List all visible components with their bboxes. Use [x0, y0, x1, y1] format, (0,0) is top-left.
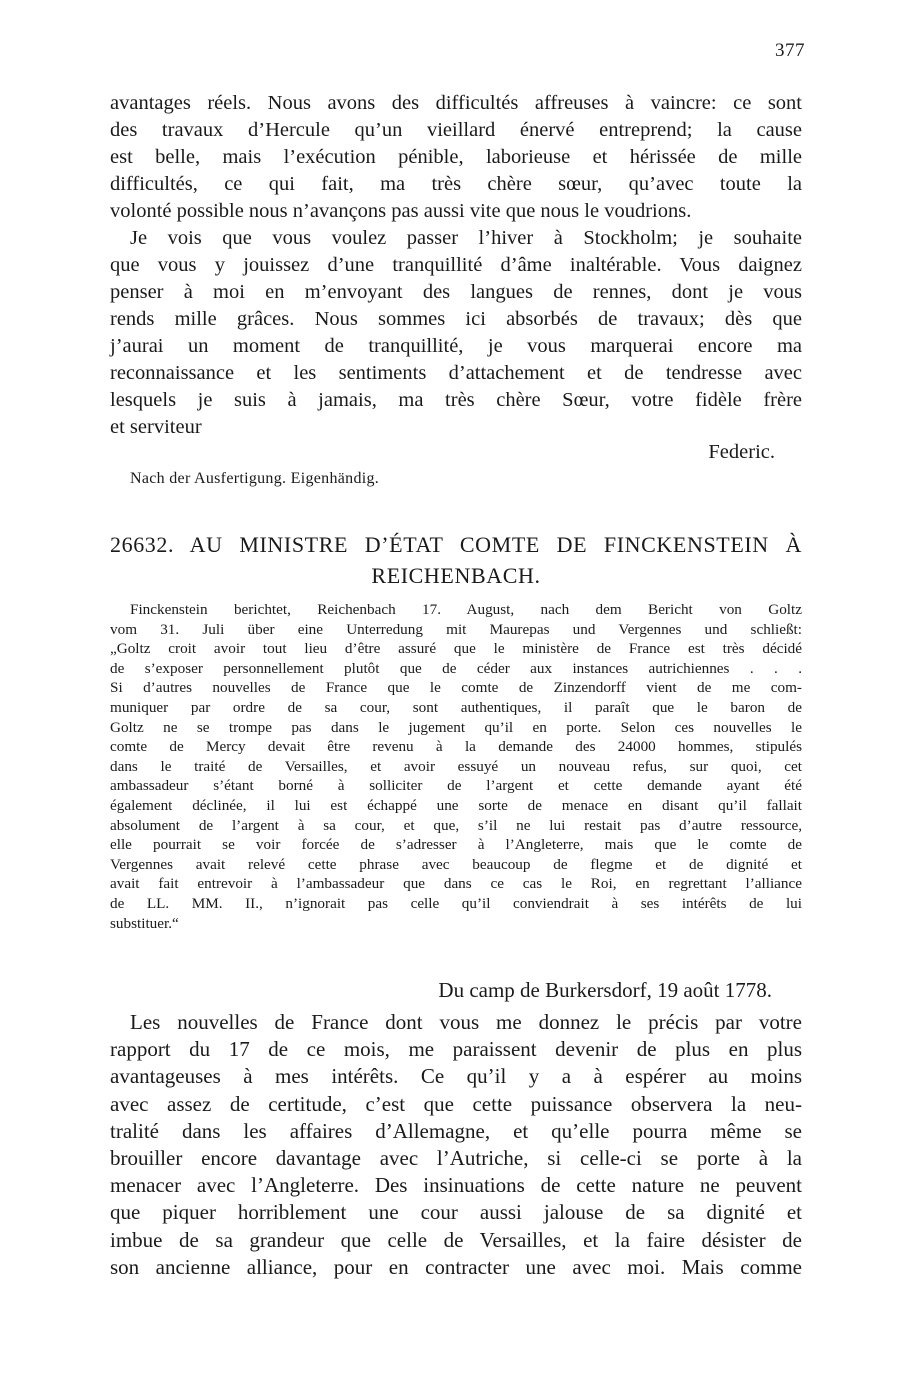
text-line: et serviteur [110, 416, 202, 438]
text-line: lesquels je suis à jamais, ma très chère Sœur, votre fidèle frère [110, 389, 802, 411]
letter-body [110, 1009, 802, 1281]
text-line: elle pourrait se voir forcée de s’adresser à l’Angleterre, mais que le comte de [110, 836, 802, 854]
text-line: brouiller encore davantage avec l’Autriche, si celle-ci se porte à la [110, 1146, 802, 1171]
text-line: Vergennes avait relevé cette phrase avec beaucoup de flegme et de dignité et [110, 855, 802, 873]
heading-line: REICHENBACH. [371, 563, 541, 588]
text-line: penser à moi en m’envoyant des langues de rennes, dont je vous [110, 281, 802, 303]
text-line: j’aurai un moment de tranquillité, je vous marquerai encore ma [110, 335, 802, 357]
text-line: rapport du 17 de ce mois, me paraissent devenir de plus en plus [110, 1037, 802, 1062]
text-line: „Goltz croit avoir tout lieu d’être assuré que le ministère de France est très décidé [110, 640, 802, 658]
text-line: Si d’autres nouvelles de France que le comte de Zinzendorff vient de me com- [110, 679, 802, 697]
summary-paragraph [110, 600, 802, 933]
text-line: volonté possible nous n’avançons pas aussi vite que nous le voudrions. [110, 200, 692, 222]
report-summary [110, 600, 802, 933]
text-line: avait fait entrevoir à l’ambassadeur que dans ce cas le Roi, en regrettant l’alliance [110, 875, 802, 893]
source-note: Nach der Ausfertigung. Eigenhändig. [130, 470, 380, 487]
text-line: tralité dans les affaires d’Allemagne, et qu’elle pourra même se [110, 1118, 802, 1143]
text-line: que vous y jouissez d’une tranquillité d’âme inaltérable. Vous daignez [110, 254, 802, 276]
paragraph [110, 90, 802, 225]
text-line: est belle, mais l’exécution pénible, laborieuse et hérissée de mille [110, 146, 802, 168]
letter-heading [110, 529, 802, 591]
text-line: Les nouvelles de France dont vous me donnez le précis par votre [130, 1010, 802, 1034]
text-line: également déclinée, il lui est échappé une sorte de menace en disant qu’il fallait [110, 796, 802, 814]
text-line: imbue de sa grandeur que celle de Versailles, et la faire désister de [110, 1227, 802, 1252]
letter-closing-text [110, 90, 802, 441]
text-line: reconnaissance et les sentiments d’attachement et de tendresse avec [110, 362, 802, 384]
text-line: des travaux d’Hercule qu’un vieillard énervé entreprend; la cause [110, 119, 802, 141]
text-line: avantageuses à mes intérêts. Ce qu’il y a à espérer au moins [110, 1064, 802, 1089]
page-number: 377 [775, 40, 805, 61]
text-line: dans le traité de Versailles, et avoir essuyé un nouveau refus, sur quoi, cet [110, 757, 802, 775]
text-line: muniquer par ordre de sa cour, sont authentiques, il paraît que le baron de [110, 698, 802, 716]
text-line: rends mille grâces. Nous sommes ici absorbés de travaux; dès que [110, 308, 802, 330]
text-line: ambassadeur s’étant borné à solliciter de l’argent et cette demande ayant été [110, 777, 802, 795]
paragraph [110, 1009, 802, 1281]
dateline: Du camp de Burkersdorf, 19 août 1778. [438, 978, 772, 1002]
heading-line: 26632. AU MINISTRE D’ÉTAT COMTE DE FINCKENSTEIN À [110, 532, 802, 557]
text-line: menacer avec l’Angleterre. Des insinuations de cette nature ne peuvent [110, 1173, 802, 1198]
paragraph [110, 225, 802, 441]
text-line: Je vois que vous voulez passer l’hiver à Stockholm; je souhaite [130, 227, 802, 249]
text-line: son ancienne alliance, pour en contracter une avec moi. Mais comme [110, 1254, 802, 1279]
text-line: comte de Mercy devait être revenu à la demande des 24000 hommes, stipulés [110, 738, 802, 756]
text-line: Goltz ne se trompe pas dans le jugement qu’il en porte. Selon ces nouvelles le [110, 718, 802, 736]
text-line: que piquer horriblement une cour aussi jalouse de sa dignité et [110, 1200, 802, 1225]
text-line: Finckenstein berichtet, Reichenbach 17. August, nach dem Bericht von Goltz [130, 601, 802, 618]
text-line: difficultés, ce qui fait, ma très chère sœur, qu’avec toute la [110, 173, 802, 195]
text-line: de s’exposer personnellement plutôt que de céder aux instances autrichiennes . . . [110, 659, 802, 677]
text-line: avec assez de certitude, c’est que cette puissance observera la neu- [110, 1091, 802, 1116]
text-line: vom 31. Juli über eine Unterredung mit Maurepas und Vergennes und schließt: [110, 620, 802, 638]
text-line: avantages réels. Nous avons des difficultés affreuses à vaincre: ce sont [110, 92, 802, 114]
text-line: substituer.“ [110, 914, 179, 932]
text-line: absolument de l’argent à sa cour, et que, s’il ne lui restait pas d’autre ressource, [110, 816, 802, 834]
text-line: de LL. MM. II., n’ignorait pas celle qu’il conviendrait à ses intérêts de lui [110, 894, 802, 912]
signature: Federic. [708, 441, 775, 463]
